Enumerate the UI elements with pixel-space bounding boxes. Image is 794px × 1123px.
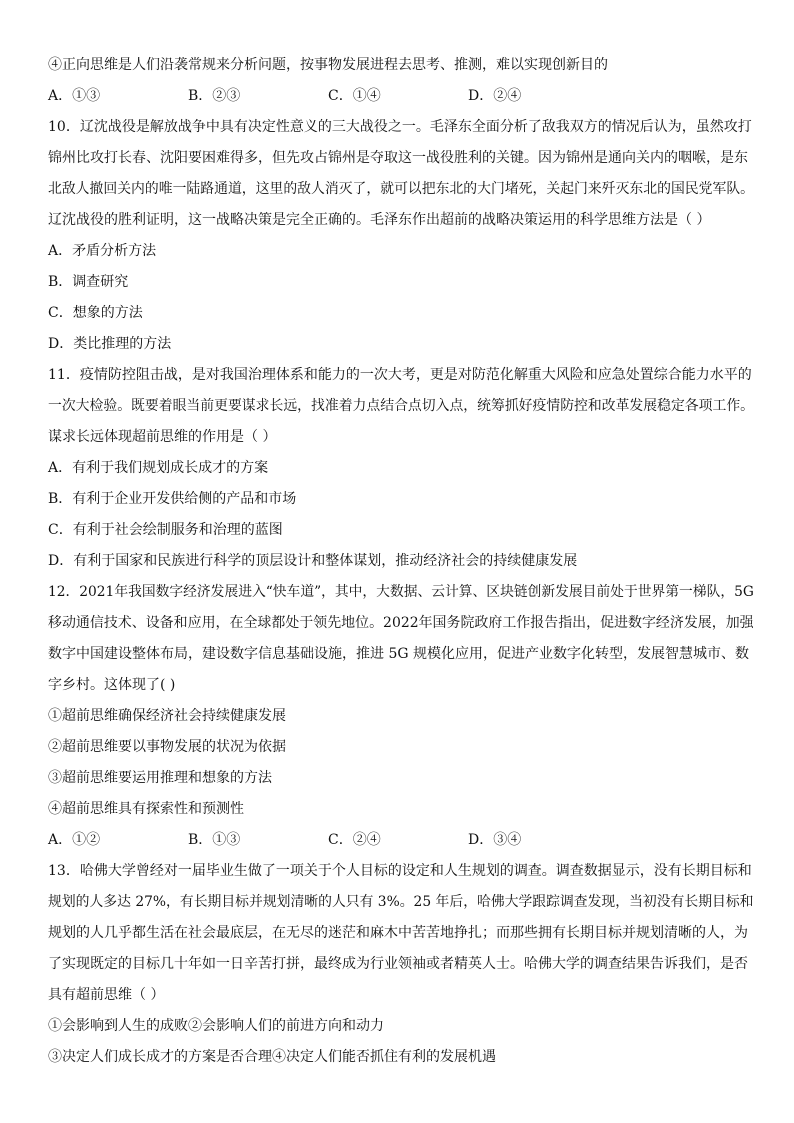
question-stem-line: 移动通信技术、设备和应用，在全球都处于领先地位。2022年国务院政府工作报告指出，促进数字经济发展，加强 [48, 615, 754, 631]
option-b: B．②③ [188, 88, 241, 104]
question-stem-line: 一次大检验。既要着眼当前更要谋求长远，找准着力点结合点切入点，统筹抓好疫情防控和改革发展稳定各项工作。 [48, 398, 755, 414]
option-c: C．有利于社会绘制服务和治理的蓝图 [48, 522, 283, 538]
answer-options-q9 [48, 81, 754, 112]
statement-items-line: ③决定人们成长成才的方案是否合理④决定人们能否抓住有利的发展机遇 [48, 1049, 496, 1065]
question-stem-line: 锦州比攻打长春、沈阳要困难得多，但先攻占锦州是夺取这一战役胜利的关键。因为锦州是通向关内的咽喉，是东 [48, 150, 748, 166]
option-b: B．调查研究 [48, 274, 129, 290]
question-stem-line: 规划的人多达 27%，有长期目标并规划清晰的人只有 3%。25 年后，哈佛大学跟踪调查发现，当初没有长期目标和 [48, 894, 754, 910]
question-stem-line: 了实现既定的目标几十年如一日辛苦打拼，最终成为行业领袖或者精英人士。哈佛大学的调查结果告诉我们，是否 [48, 956, 748, 972]
question-10 [48, 112, 754, 360]
document-page [48, 50, 754, 1073]
option-d: D．类比推理的方法 [48, 336, 172, 352]
statement-item-2: ②超前思维要以事物发展的状况为依据 [48, 739, 286, 755]
question-stem-line: 13．哈佛大学曾经对一届毕业生做了一项关于个人目标的设定和人生规划的调查。调查数据显示，没有长期目标和 [48, 863, 752, 879]
question-stem-line: 数字中国建设整体布局，建设数字信息基础设施，推进 5G 规模化应用，促进产业数字化转型，发展智慧城市、数 [48, 646, 749, 662]
option-a: A．①③ [48, 88, 101, 104]
question-stem-line: 北敌人撤回关内的唯一陆路通道，这里的敌人消灭了，就可以把东北的大门堵死，关起门来歼灭东北的国民党军队。 [48, 181, 755, 197]
option-b: B．①③ [188, 832, 241, 848]
option-d: D．有利于国家和民族进行科学的顶层设计和整体谋划，推动经济社会的持续健康发展 [48, 553, 578, 569]
option-c: C．②④ [328, 832, 381, 848]
option-b: B．有利于企业开发供给侧的产品和市场 [48, 491, 297, 507]
option-d: D．②④ [468, 88, 522, 104]
option-d: D．③④ [468, 832, 522, 848]
question-stem-line: 字乡村。这体现了( ) [48, 677, 176, 693]
option-a: A．①② [48, 832, 101, 848]
option-item-4: ④正向思维是人们沿袭常规来分析问题，按事物发展进程去思考、推测，难以实现创新目的 [48, 57, 608, 73]
question-stem-line: 12．2021年我国数字经济发展进入“快车道”，其中，大数据、云计算、区块链创新发展目前处于世界第一梯队，5G [48, 584, 754, 600]
option-a: A．矛盾分析方法 [48, 243, 157, 259]
question-stem-line: 具有超前思维（ ） [48, 987, 165, 1003]
question-11 [48, 360, 754, 577]
statement-item-1: ①超前思维确保经济社会持续健康发展 [48, 708, 286, 724]
question-stem-line: 11．疫情防控阻击战，是对我国治理体系和能力的一次大考，更是对防范化解重大风险和应急处置综合能力水平的 [48, 367, 752, 383]
statement-item-4: ④超前思维具有探索性和预测性 [48, 801, 244, 817]
question-12 [48, 577, 754, 856]
statement-item-3: ③超前思维要运用推理和想象的方法 [48, 770, 272, 786]
question-13 [48, 856, 754, 1073]
statement-items-line: ①会影响到人生的成败②会影响人们的前进方向和动力 [48, 1018, 384, 1034]
option-c: C．①④ [328, 88, 381, 104]
question-stem-line: 规划的人几乎都生活在社会最底层，在无尽的迷茫和麻木中苦苦地挣扎；而那些拥有长期目标并规划清晰的人，为 [48, 925, 748, 941]
option-a: A．有利于我们规划成长成才的方案 [48, 460, 269, 476]
option-c: C．想象的方法 [48, 305, 143, 321]
answer-options-q12 [48, 825, 754, 856]
question-stem-line: 辽沈战役的胜利证明，这一战略决策是完全正确的。毛泽东作出超前的战略决策运用的科学思维方法是（ ） [48, 212, 711, 228]
question-stem-line: 谋求长远体现超前思维的作用是（ ） [48, 429, 277, 445]
question-stem-line: 10．辽沈战役是解放战争中具有决定性意义的三大战役之一。毛泽东全面分析了敌我双方的情况后认为，虽然攻打 [48, 119, 752, 135]
